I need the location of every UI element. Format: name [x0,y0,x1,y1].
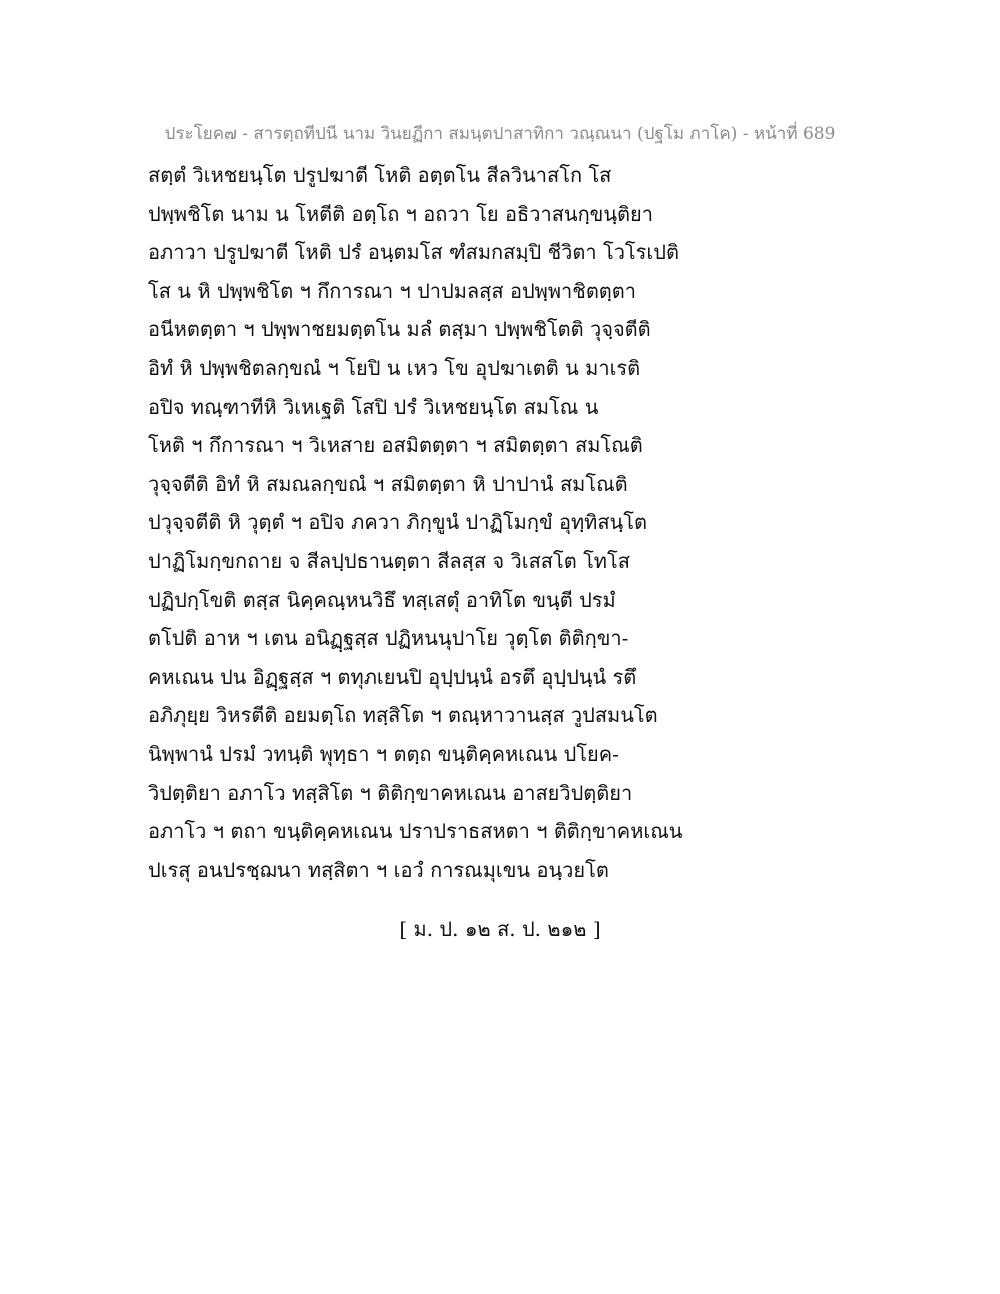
text-line: โหติ ฯ กึการณา ฯ วิเหสาย อสมิตตฺตา ฯ สมิตตฺตา สมโณติ [148,433,643,458]
text-line: ปฏิปกฺโขติ ตสฺส นิคฺคณฺหนวิธึ ทสฺเสตุํ อาทิโต ขนฺตี ปรมํ [148,587,616,612]
text-line: ปพฺพชิโต นาม น โหตีติ อตฺโถ ฯ อถวา โย อธิวาสนกฺขนฺติยา [148,201,653,226]
text-line: ปวุจฺจตีติ หิ วุตฺตํ ฯ อปิจ ภควา ภิกฺขูนํ ปาฏิโมกฺขํ อุทฺทิสนฺโต [148,510,647,535]
body-text [148,156,708,889]
text-line: นิพฺพานํ ปรมํ วทนฺติ พุทฺธา ฯ ตตฺถ ขนฺติคฺคหเณน ปโยค- [148,741,619,766]
text-line: โส น หิ ปพฺพชิโต ฯ กึการณา ฯ ปาปมลสฺส อปพฺพาชิตตฺตา [148,278,637,303]
text-line: อภาโว ฯ ตถา ขนฺติคฺคหเณน ปราปราธสหตา ฯ ติติกฺขาคหเณน [148,819,683,844]
page-header: ประโยค๗ - สารตฺถทีปนี นาม วินยฏีกา สมนฺตปาสาทิกา วณฺณนา (ปฐโม ภาโค) - หน้าที่ 689 [164,124,836,144]
text-line: สตฺตํ วิเหชยนฺโต ปรูปฆาตี โหติ อตฺตโน สีลวินาสโก โส [148,163,612,187]
text-line: อิทํ หิ ปพฺพชิตลกฺขณํ ฯ โยปิ น เหว โข อุปฆาเตติ น มาเรติ [148,355,641,380]
page-reference: [ ม. ป. ๑๒ ส. ป. ๒๑๒ ] [399,917,601,941]
text-line: ปเรสุ อนปรชฺฌนา ทสฺสิตา ฯ เอวํ การณมุเขน อนฺวยโต [148,857,609,882]
text-line: ตโปติ อาห ฯ เตน อนิฏฺฐสฺส ปฏิหนนุปาโย วุตฺโต ติติกฺขา- [148,626,629,651]
text-line: อภาวา ปรูปฆาตี โหติ ปรํ อนฺตมโส ฑํสมกสมฺปิ ชีวิตา โวโรเปติ [148,240,679,265]
text-line: วุจฺจตีติ อิทํ หิ สมณลกฺขณํ ฯ สมิตตฺตา หิ ปาปานํ สมโณติ [148,471,628,496]
text-line: อภิภุยฺย วิหรตีติ อยมตฺโถ ทสฺสิโต ฯ ตณฺหาวานสฺส วูปสมนโต [148,703,658,728]
text-line: อปิจ ทณฺฑาทีหิ วิเหเฐติ โสปิ ปรํ วิเหชยนฺโต สมโณ น [148,394,599,419]
text-line: วิปตฺติยา อภาโว ทสฺสิโต ฯ ติติกฺขาคหเณน อาสยวิปตฺติยา [148,780,633,805]
text-line: อนีหตตฺตา ฯ ปพฺพาชยมตฺตโน มลํ ตสฺมา ปพฺพชิโตติ วุจฺจตีติ [148,317,651,342]
text-line: คหเณน ปน อิฏฺฐสฺส ฯ ตทุภเยนปิ อุปฺปนฺนํ อรตึ อุปฺปนฺนํ รตึ [148,664,637,689]
text-line: ปาฏิโมกฺขกถาย จ สีลปฺปธานตฺตา สีลสฺส จ วิเสสโต โทโส [148,548,630,573]
